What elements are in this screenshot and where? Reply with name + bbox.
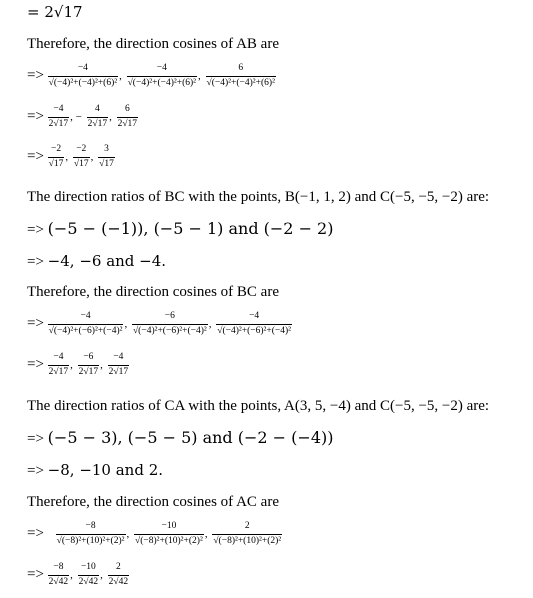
implies-arrow: => — [27, 254, 44, 270]
denominator: √(−8)²+(10)²+(2)² — [135, 535, 203, 546]
denominator: 2√17 — [117, 118, 138, 129]
result-text: = 2√17 — [27, 3, 83, 21]
bc-values: −4, −6 and −4. — [47, 252, 167, 270]
fraction — [48, 312, 124, 336]
denominator: √(−4)²+(−6)²+(−4)² — [217, 325, 292, 336]
fraction — [48, 353, 69, 377]
numerator: −4 — [80, 311, 91, 321]
ca-values-line — [27, 461, 163, 480]
fraction — [127, 64, 197, 88]
ac-cosines-row-2: => $\frac{-8}{2√42}$ , $\frac{-10}{2√42}$ , $\frac{2}{2√42}$ — [27, 562, 129, 587]
denominator: √17 — [48, 158, 64, 169]
numerator: −10 — [80, 562, 96, 572]
ab-cosines-row-3: => $\frac{-2}{√17}$ , $\frac{-2}{√17}$ , $\frac{3}{√17}$ — [27, 144, 114, 169]
denominator: 2√17 — [48, 118, 69, 129]
fraction — [108, 353, 129, 377]
denominator: 2√17 — [108, 366, 129, 377]
implies-arrow: => — [27, 566, 44, 583]
fraction — [78, 353, 99, 377]
ab-heading: Therefore, the direction cosines of AB are — [27, 36, 279, 52]
numerator: 2 — [244, 521, 250, 531]
denominator: √(−8)²+(10)²+(2)² — [56, 535, 125, 546]
fraction — [98, 145, 115, 169]
ca-values: −8, −10 and 2. — [47, 461, 164, 479]
numerator: −4 — [113, 352, 124, 362]
fraction — [48, 64, 118, 88]
denominator: √(−4)²+(−6)²+(−4)² — [48, 325, 123, 336]
implies-arrow: => — [27, 222, 44, 238]
ca-ratios-line — [27, 428, 333, 448]
fraction — [134, 522, 204, 546]
numerator: −6 — [83, 352, 94, 362]
fraction — [132, 312, 208, 336]
numerator: −4 — [77, 63, 88, 73]
bc-cosines-row-1: => $\frac{-4}{\text{√(−4)²+(−6)²+(−4)²}}$ , $\frac{-6}{\text{√(−4)²+(−6)²+(−4)²}}$ , $\frac{-4}{\text{√(−4)²+(−6)²+(−4)²}}$ — [27, 311, 292, 336]
denominator: 2√42 — [78, 576, 99, 587]
denominator: √(−4)²+(−4)²+(6)² — [206, 77, 275, 88]
fraction — [73, 145, 90, 169]
denominator: √(−4)²+(−4)²+(6)² — [48, 77, 118, 88]
numerator: −4 — [156, 63, 167, 73]
numerator: −10 — [161, 521, 177, 531]
implies-arrow: => — [27, 431, 44, 447]
implies-arrow: => — [27, 67, 44, 84]
denominator: 2√42 — [108, 576, 129, 587]
denominator: 2√17 — [48, 366, 69, 377]
numerator: 6 — [124, 104, 130, 114]
numerator: 2 — [115, 562, 121, 572]
ab-cosines-row-2: => $\frac{-4}{2√17}$ , − $\frac{4}{2√17}$ , $\frac{6}{2√17}$ — [27, 104, 138, 129]
bc-ratios: (−5 − (−1)), (−5 − 1) and (−2 − 2) — [47, 219, 334, 238]
ac-cosines-row-1: => $\frac{-8}{\text{√(−8)²+(10)²+(2)²}}$ , $\frac{-10}{\text{√(−8)²+(10)²+(2)²}}$ , $\frac{2}{\text{√(−8)²+(10)²+(2)²}}$ — [27, 521, 282, 546]
numerator: −2 — [76, 144, 87, 154]
fraction — [48, 563, 69, 587]
ac-heading: Therefore, the direction cosines of AC are — [27, 494, 279, 510]
implies-arrow: => — [27, 148, 44, 165]
numerator: −2 — [50, 144, 62, 154]
numerator: −6 — [164, 311, 175, 321]
implies-arrow: => — [27, 356, 44, 373]
bc-cosines-row-2: => $\frac{-4}{2√17}$ , $\frac{-6}{2√17}$ , $\frac{-4}{2√17}$ — [27, 352, 129, 377]
fraction — [117, 105, 138, 129]
numerator: −8 — [85, 521, 96, 531]
separator: , − — [70, 111, 82, 123]
denominator: √17 — [99, 158, 114, 169]
denominator: √(−4)²+(−4)²+(6)² — [127, 77, 197, 88]
bc-values-line — [27, 252, 166, 271]
bc-intro: The direction ratios of BC with the points, B(−1, 1, 2) and C(−5, −5, −2) are: — [27, 189, 490, 205]
fraction — [48, 105, 69, 129]
denominator: √17 — [73, 158, 89, 169]
ca-intro: The direction ratios of CA with the points, A(3, 5, −4) and C(−5, −5, −2) are: — [27, 398, 490, 414]
numerator: −4 — [53, 104, 64, 114]
fraction — [56, 522, 126, 546]
denominator: √(−8)²+(10)²+(2)² — [213, 535, 282, 546]
implies-arrow: => — [27, 108, 44, 125]
numerator: −4 — [53, 352, 64, 362]
denominator: 2√17 — [87, 118, 108, 129]
ab-cosines-row-1: => $\frac{-4}{\text{√(−4)²+(−4)²+(6)²}}$ , $\frac{-4}{\text{√(−4)²+(−4)²+(6)²}}$ , $\frac{6}{\text{√(−4)²+(−4)²+(6)²}}$ — [27, 63, 275, 88]
implies-arrow: => — [27, 315, 44, 332]
implies-arrow: => — [27, 525, 44, 542]
denominator: √(−4)²+(−6)²+(−4)² — [132, 325, 207, 336]
numerator: 6 — [238, 63, 244, 73]
bc-heading: Therefore, the direction cosines of BC are — [27, 284, 279, 300]
implies-arrow: => — [27, 463, 44, 479]
result-line — [27, 3, 83, 21]
fraction — [87, 105, 108, 129]
numerator: −4 — [249, 311, 260, 321]
ca-ratios: (−5 − 3), (−5 − 5) and (−2 − (−4)) — [47, 428, 334, 447]
numerator: 3 — [104, 144, 109, 154]
fraction — [216, 312, 292, 336]
fraction — [206, 64, 276, 88]
fraction — [48, 145, 65, 169]
bc-ratios-line — [27, 219, 333, 239]
fraction — [212, 522, 282, 546]
fraction — [78, 563, 99, 587]
denominator: 2√17 — [78, 366, 99, 377]
fraction — [108, 563, 129, 587]
numerator: −8 — [53, 562, 64, 572]
denominator: 2√42 — [48, 576, 69, 587]
numerator: 4 — [94, 104, 100, 114]
